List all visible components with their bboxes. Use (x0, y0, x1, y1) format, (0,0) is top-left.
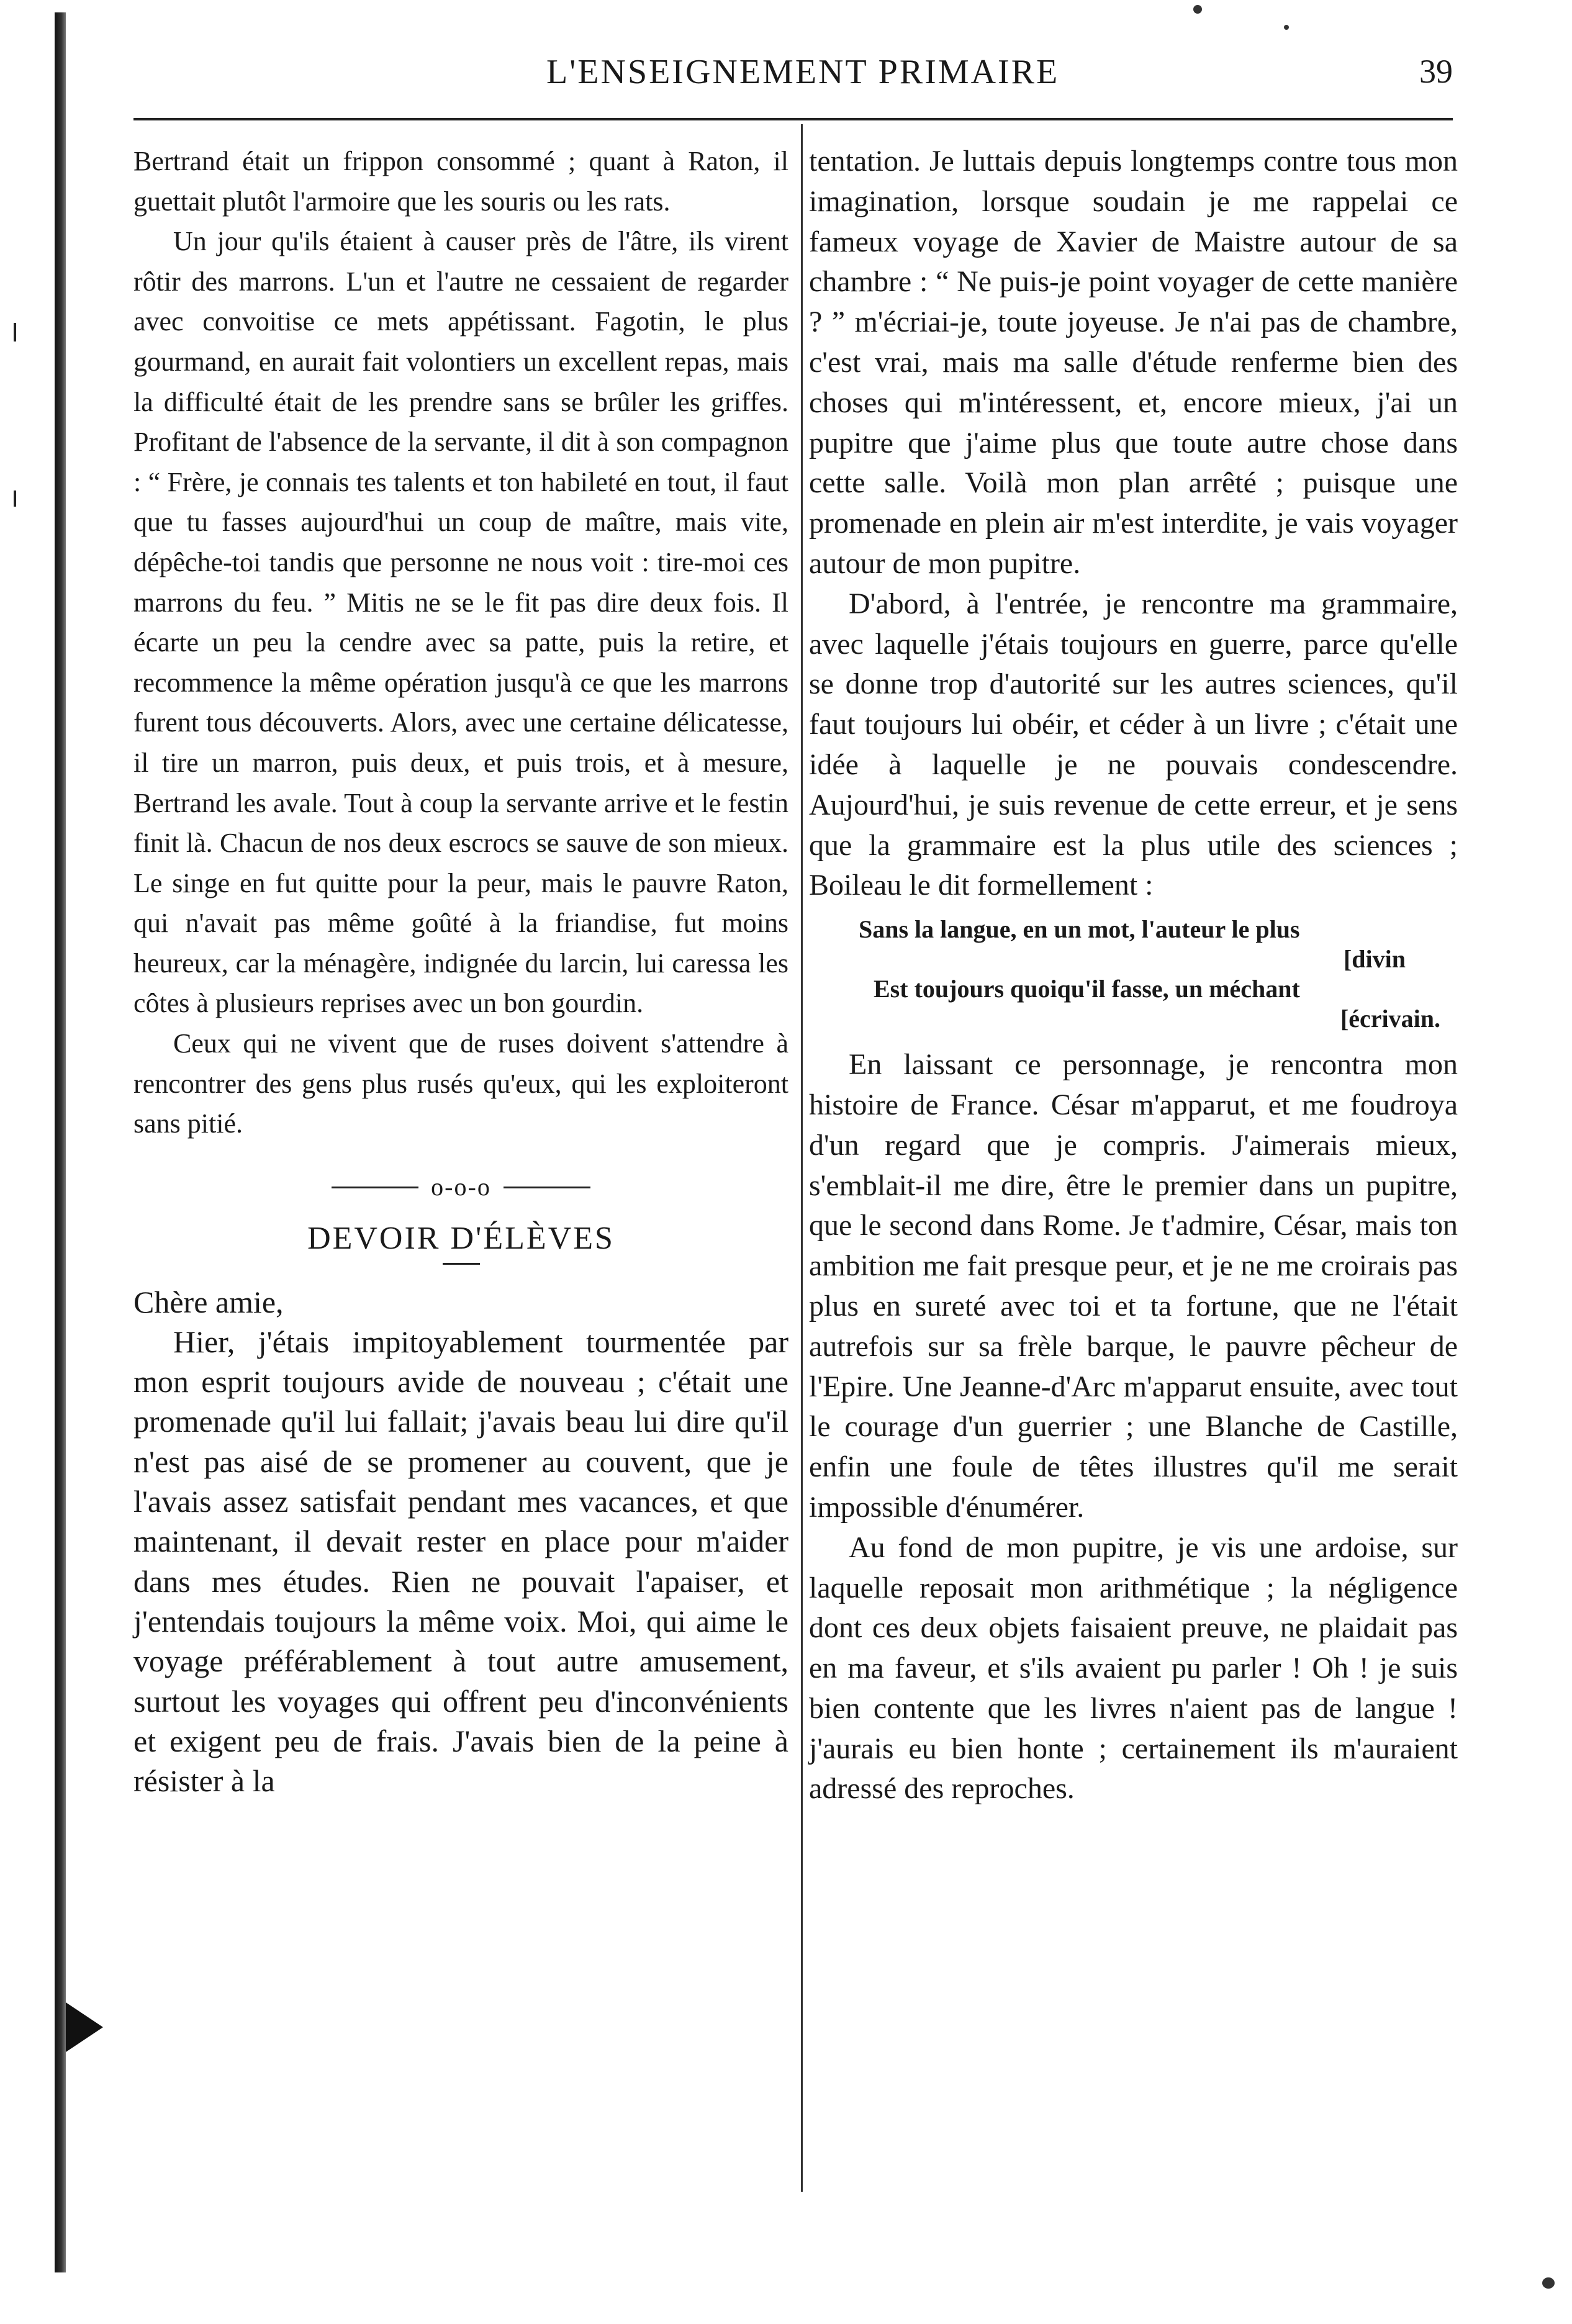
left-column (133, 142, 788, 1801)
right-column (809, 142, 1458, 1809)
header-rule (133, 118, 1453, 120)
ink-speck (1284, 25, 1289, 30)
column-rule (801, 124, 803, 2192)
running-head: L'ENSEIGNEMENT PRIMAIRE (546, 53, 1060, 91)
title-rule (443, 1263, 480, 1265)
verse-line: Est toujours quoiqu'il fasse, un méchant (874, 975, 1300, 1003)
ornament-rule (332, 1187, 418, 1188)
binding-edge (55, 12, 66, 2272)
verse-line: Sans la langue, en un mot, l'auteur le plus (859, 915, 1300, 944)
section-ornament (133, 1165, 788, 1208)
paragraph: Au fond de mon pupitre, je vis une ardoise, sur laquelle reposait mon arithmétique ; la négligence dont ces deux objets faisaient preuve, ne plaidait pas en ma faveur, et s'ils avaient pu parler ! Oh ! je suis bien contente que les livres n'aient pas de langue ! j'aurais eu bien honte ; certainement ils m'auraient adressé des reproches. (809, 1530, 1458, 1806)
paragraph: Un jour qu'ils étaient à causer près de l'âtre, ils virent rôtir des marrons. L'un et l'autre ne cessaient de regarder avec convoitise ce mets appétissant. Fagotin, le plus gourmand, en aurait fait volontiers un excellent repas, mais la difficulté était de les prendre sans se brûler les griffes. Profitant de l'absence de la servante, il dit à son compagnon : “ Frère, je connais tes talents et ton habileté en tout, il faut que tu fasses aujourd'hui un coup de maître, mais vite, dépêche-toi tandis que personne ne nous voit : tire-moi ces marrons du feu. ” Mitis ne se le fit pas dire deux fois. Il écarte un peu la cendre avec sa patte, puis la retire, et recommence la même opération jusqu'à ce que les marrons furent tous découverts. Alors, avec une certaine délicatesse, il tire un marron, puis deux, et puis trois, et à mesure, Bertrand les avale. Tout à coup la servante arrive et le festin finit là. Chacun de nos deux escrocs se sauve de son mieux. Le singe en fut quitte pour la peur, mais le pauvre Raton, qui n'avait pas même goûté à la friandise, fut moins heureux, car la ménagère, indignée du larcin, lui caressa les côtes à plusieurs reprises avec un bon gourdin. (133, 226, 788, 1019)
ink-speck (1542, 2277, 1555, 2289)
ornament-rule (504, 1187, 590, 1188)
paragraph: Ceux qui ne vivent que de ruses doivent s'attendre à rencontrer des gens plus rusés qu'eux, qui les exploiteront sans pitié. (133, 1028, 788, 1139)
section-title: DEVOIR D'ÉLÈVES (307, 1220, 615, 1256)
page-number: 39 (1419, 53, 1453, 90)
paragraph: En laissant ce personnage, je rencontra mon histoire de France. César m'apparut, et me foudroya d'un regard que je compris. J'aimerais mieux, s'emblait-il me dire, être le premier dans un pupitre, que le second dans Rome. Je t'admire, César, mais ton ambition me fait presque peur, et je ne me croirais pas plus en sureté avec toi et ta fortune, que ne l'était autrefois sur sa frèle barque, le pauvre pêcheur de l'Epire. Une Jeanne-d'Arc m'apparut ensuite, avec tout le courage d'un guerrier ; une Blanche de Castille, enfin une foule de têtes illustres qu'il me serait impossible d'énumérer. (809, 1048, 1458, 1524)
letter-block (133, 1282, 788, 1801)
ink-speck (1193, 5, 1202, 14)
verse-turnover: [écrivain. (1340, 1005, 1440, 1033)
verse-turnover: [divin (1343, 945, 1406, 974)
paragraph: Hier, j'étais impitoyablement tourmentée par mon esprit toujours avide de nouveau ; c'était une promenade qu'il lui fallait; j'avais beau lui dire qu'il n'est pas aisé de se promener au couvent, que je l'avais assez satisfait pendant mes vacances, et que maintenant, il devait rester en place pour m'aider dans mes études. Rien ne pouvait l'apaiser, et j'entendais toujours la même voix. Moi, qui aime le voyage préférablement à tout autre amusement, surtout les voyages qui offrent peu d'inconvénients et exigent peu de frais. J'avais bien de la peine à résister à la (133, 1324, 788, 1799)
paragraph: Bertrand était un frippon consommé ; quant à Raton, il guettait plutôt l'armoire que les souris ou les rats. (133, 146, 788, 217)
ornament-glyph: o-o-o (431, 1173, 491, 1201)
paragraph: tentation. Je luttais depuis longtemps contre tous mon imagination, lorsque soudain je me rappelai ce fameux voyage de Xavier de Maistre autour de sa chambre : “ Ne puis-je point voyager de cette manière ? ” m'écriai-je, toute joyeuse. Je n'ai pas de chambre, c'est vrai, mais ma salle d'étude renferme bien des choses qui m'intéressent, et, encore mieux, j'ai un pupitre que j'aime plus que toute autre chose dans cette salle. Voilà mon plan arrêté ; puisque une promenade en plein air m'est interdite, je vais voyager autour de mon pupitre. (809, 145, 1458, 580)
binding-mark (14, 491, 16, 507)
paragraph: D'abord, à l'entrée, je rencontre ma grammaire, avec laquelle j'étais toujours en guerre, parce qu'elle se donne trop d'autorité sur les autres sciences, qu'il faut toujours lui obéir, et céder à un livre ; c'était une idée à laquelle je ne pouvais condescendre. Aujourd'hui, je suis revenue de cette erreur, et je sens que la grammaire est la plus utile des sciences ; Boileau le dit formellement : (809, 587, 1458, 902)
salutation: Chère amie, (133, 1284, 284, 1319)
verse-quote (809, 915, 1458, 1034)
binding-arrow-mark (66, 2002, 103, 2052)
binding-mark (14, 323, 16, 341)
